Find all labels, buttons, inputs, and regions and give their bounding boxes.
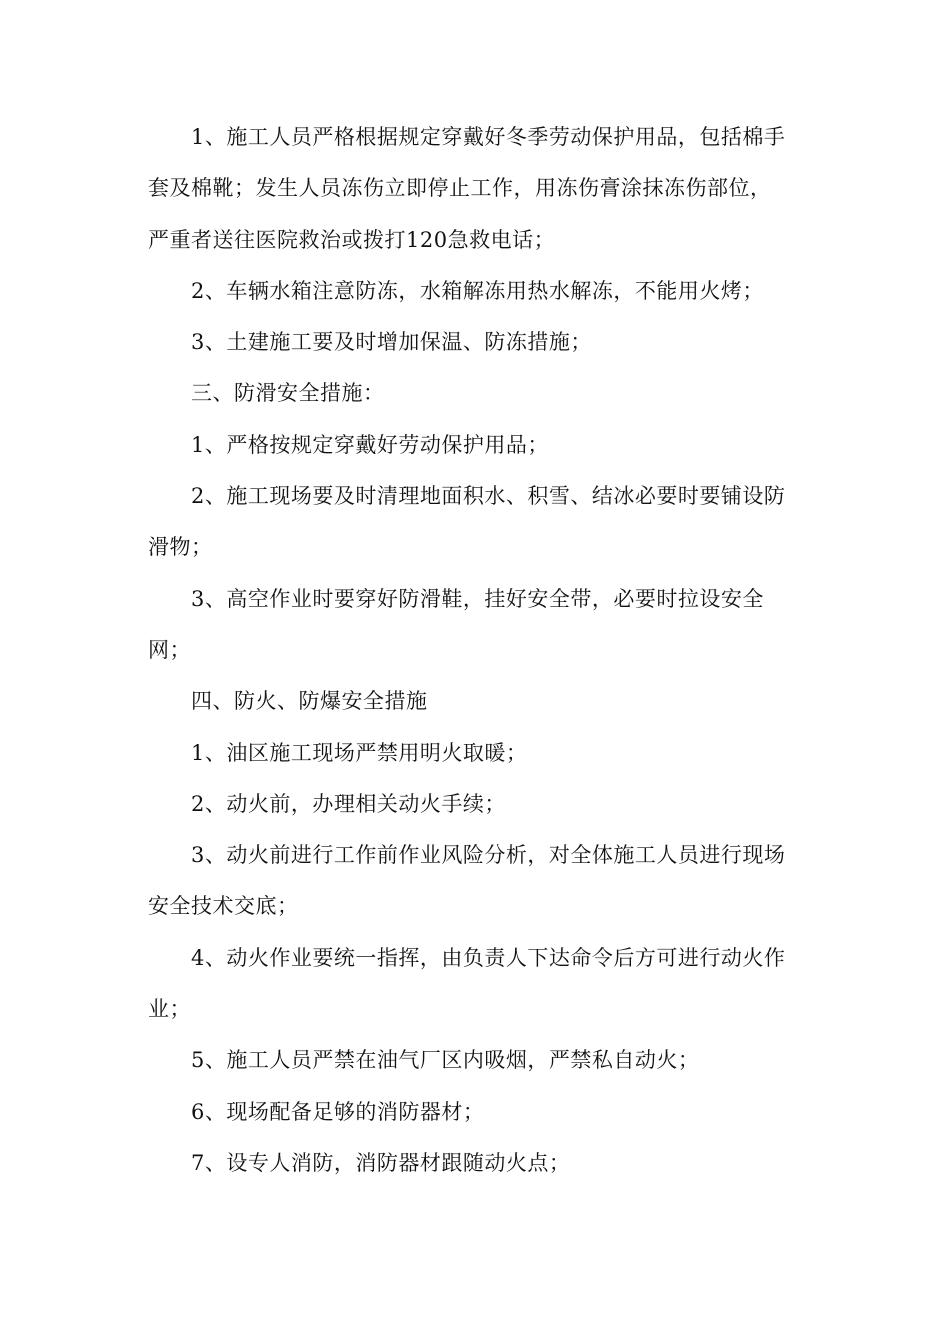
section-heading-anti-slip: 三、防滑安全措施： [191,381,385,406]
paragraph-hot-work-permit: 2、动火前，办理相关动火手续； [191,791,506,816]
paragraph-no-open-flame: 1、油区施工现场严禁用明火取暖； [191,740,528,765]
paragraph-fire-watch: 7、设专人消防，消防器材跟随动火点； [191,1150,571,1175]
section-heading-fire-explosion: 四、防火、防爆安全措施 [191,689,428,714]
paragraph-civil-insulation: 3、土建施工要及时增加保温、防冻措施； [191,330,592,355]
paragraph-risk-analysis: 3、动火前进行工作前作业风险分析，对全体施工人员进行现场安全技术交底； [148,843,786,919]
paragraph-frostbite-protection: 1、施工人员严格根据规定穿戴好冬季劳动保护用品，包括棉手套及棉靴；发生人员冻伤立即停止工作，用冻伤膏涂抹冻伤部位，严重者送往医院救治或拨打120急救电话； [148,125,786,252]
paragraph-work-at-height: 3、高空作业时要穿好防滑鞋，挂好安全带，必要时拉设安全网； [148,586,764,662]
paragraph-unified-command: 4、动火作业要统一指挥，由负责人下达命令后方可进行动火作业； [148,945,786,1022]
paragraph-protective-gear: 1、严格按规定穿戴好劳动保护用品； [191,432,549,457]
paragraph-clear-ice-snow: 2、施工现场要及时清理地面积水、积雪、结冰必要时要铺设防滑物； [148,484,786,560]
paragraph-no-smoking: 5、施工人员严禁在油气厂区内吸烟，严禁私自动火； [191,1048,700,1073]
document-body [148,112,788,1189]
paragraph-fire-equipment: 6、现场配备足够的消防器材； [191,1099,485,1124]
paragraph-vehicle-antifreeze: 2、车辆水箱注意防冻，水箱解冻用热水解冻，不能用火烤； [191,278,764,303]
